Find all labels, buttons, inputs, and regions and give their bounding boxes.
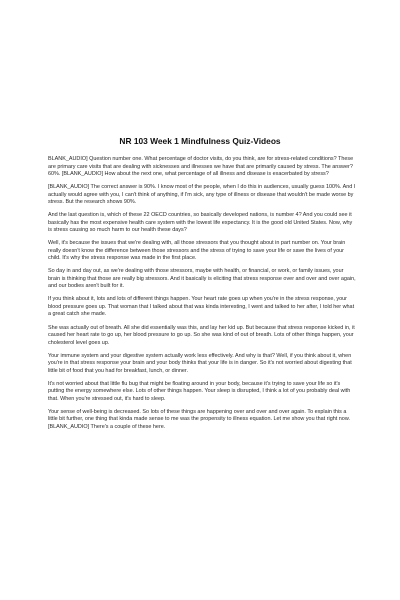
paragraph: So day in and day out, as we're dealing with those stressors, maybe with health, or financial, or work, or family issues, your brain is thinking that those are really big stressors. And it basically is eliciting that stress response over and over and over again, and our bodies aren't built for it.: [48, 268, 356, 290]
document-title: NR 103 Week 1 Mindfulness Quiz-Videos: [119, 136, 281, 146]
paragraph: Well, it's because the issues that we're dealing with, all those stressors that you thought about in part number on. Your brain really doesn't know the difference between those stressors and the stress of trying to save your life or save the lives of your child. It's why the stress response was made in the first place.: [48, 240, 346, 262]
paragraph: If you think about it, lots and lots of different things happen. Your heart rate goes up when you're in the stress response, your blood pressure goes up. That woman that I talked about that was kinda interesting, I went and talked to her after, I told her what a great catch she made.: [48, 296, 355, 318]
paragraph: Your sense of well-being is decreased. So lots of these things are happening over and over and over again. To explain this a little bit further, one thing that kinda made sense to me was the propensity to illness equation. Let me show you that right now. [BLANK_AUDIO] There's a couple of these here.: [48, 408, 350, 430]
paragraph: And the last question is, which of these 22 OECD countries, so basically developed nations, is number 4? And you could see it basically has the most expensive health care system with the lowest life expectancy. It is the good old United States. Now, why is stress causing so much harm to our health these days?: [48, 212, 353, 234]
paragraph: It's not worried about that little flu bug that might be floating around in your body, because it's trying to save your life so it's putting the energy somewhere else. Lots of other things happen. Your sleep is disrupted, I think a lot of you probably deal with that. When you're stressed out, it's hard to sleep.: [48, 380, 351, 402]
document-body: [48, 156, 356, 437]
paragraph: She was actually out of breath. All she did essentially was this, and lay her kid up. But because that stress response kicked in, it caused her heart rate to go up, her blood pressure to go up. So she was kind of out of breath. Lots of other things happen, your cholesterol level goes up.: [48, 324, 355, 346]
paragraph: Your immune system and your digestive system actually work less effectively. And why is that? Well, if you think about it, when you're in that stress response your brain and your body thinks that your life is in danger. So it's not worried about digesting that little bit of food that you had for breakfast, lunch, or dinner.: [48, 352, 352, 374]
paragraph: BLANK_AUDIO] Question number one. What percentage of doctor visits, do you think, are for stress-related conditions? These are primary care visits that are dealing with sicknesses and illnesses we have that are primarily caused by stress. The answer? 60%. [BLANK_AUDIO] How about the next one, what percentage of all illness and disease is exacerbated by stress?: [48, 156, 354, 177]
paragraph: [BLANK_AUDIO] The correct answer is 90%. I know most of the people, when I do this in audiences, usually guess 100%. And I actually would agree with you, I can't think of anything, if I'm sick, any type of illness or disease that wouldn't be made worse by stress. But the research shows 90%.: [48, 184, 356, 206]
